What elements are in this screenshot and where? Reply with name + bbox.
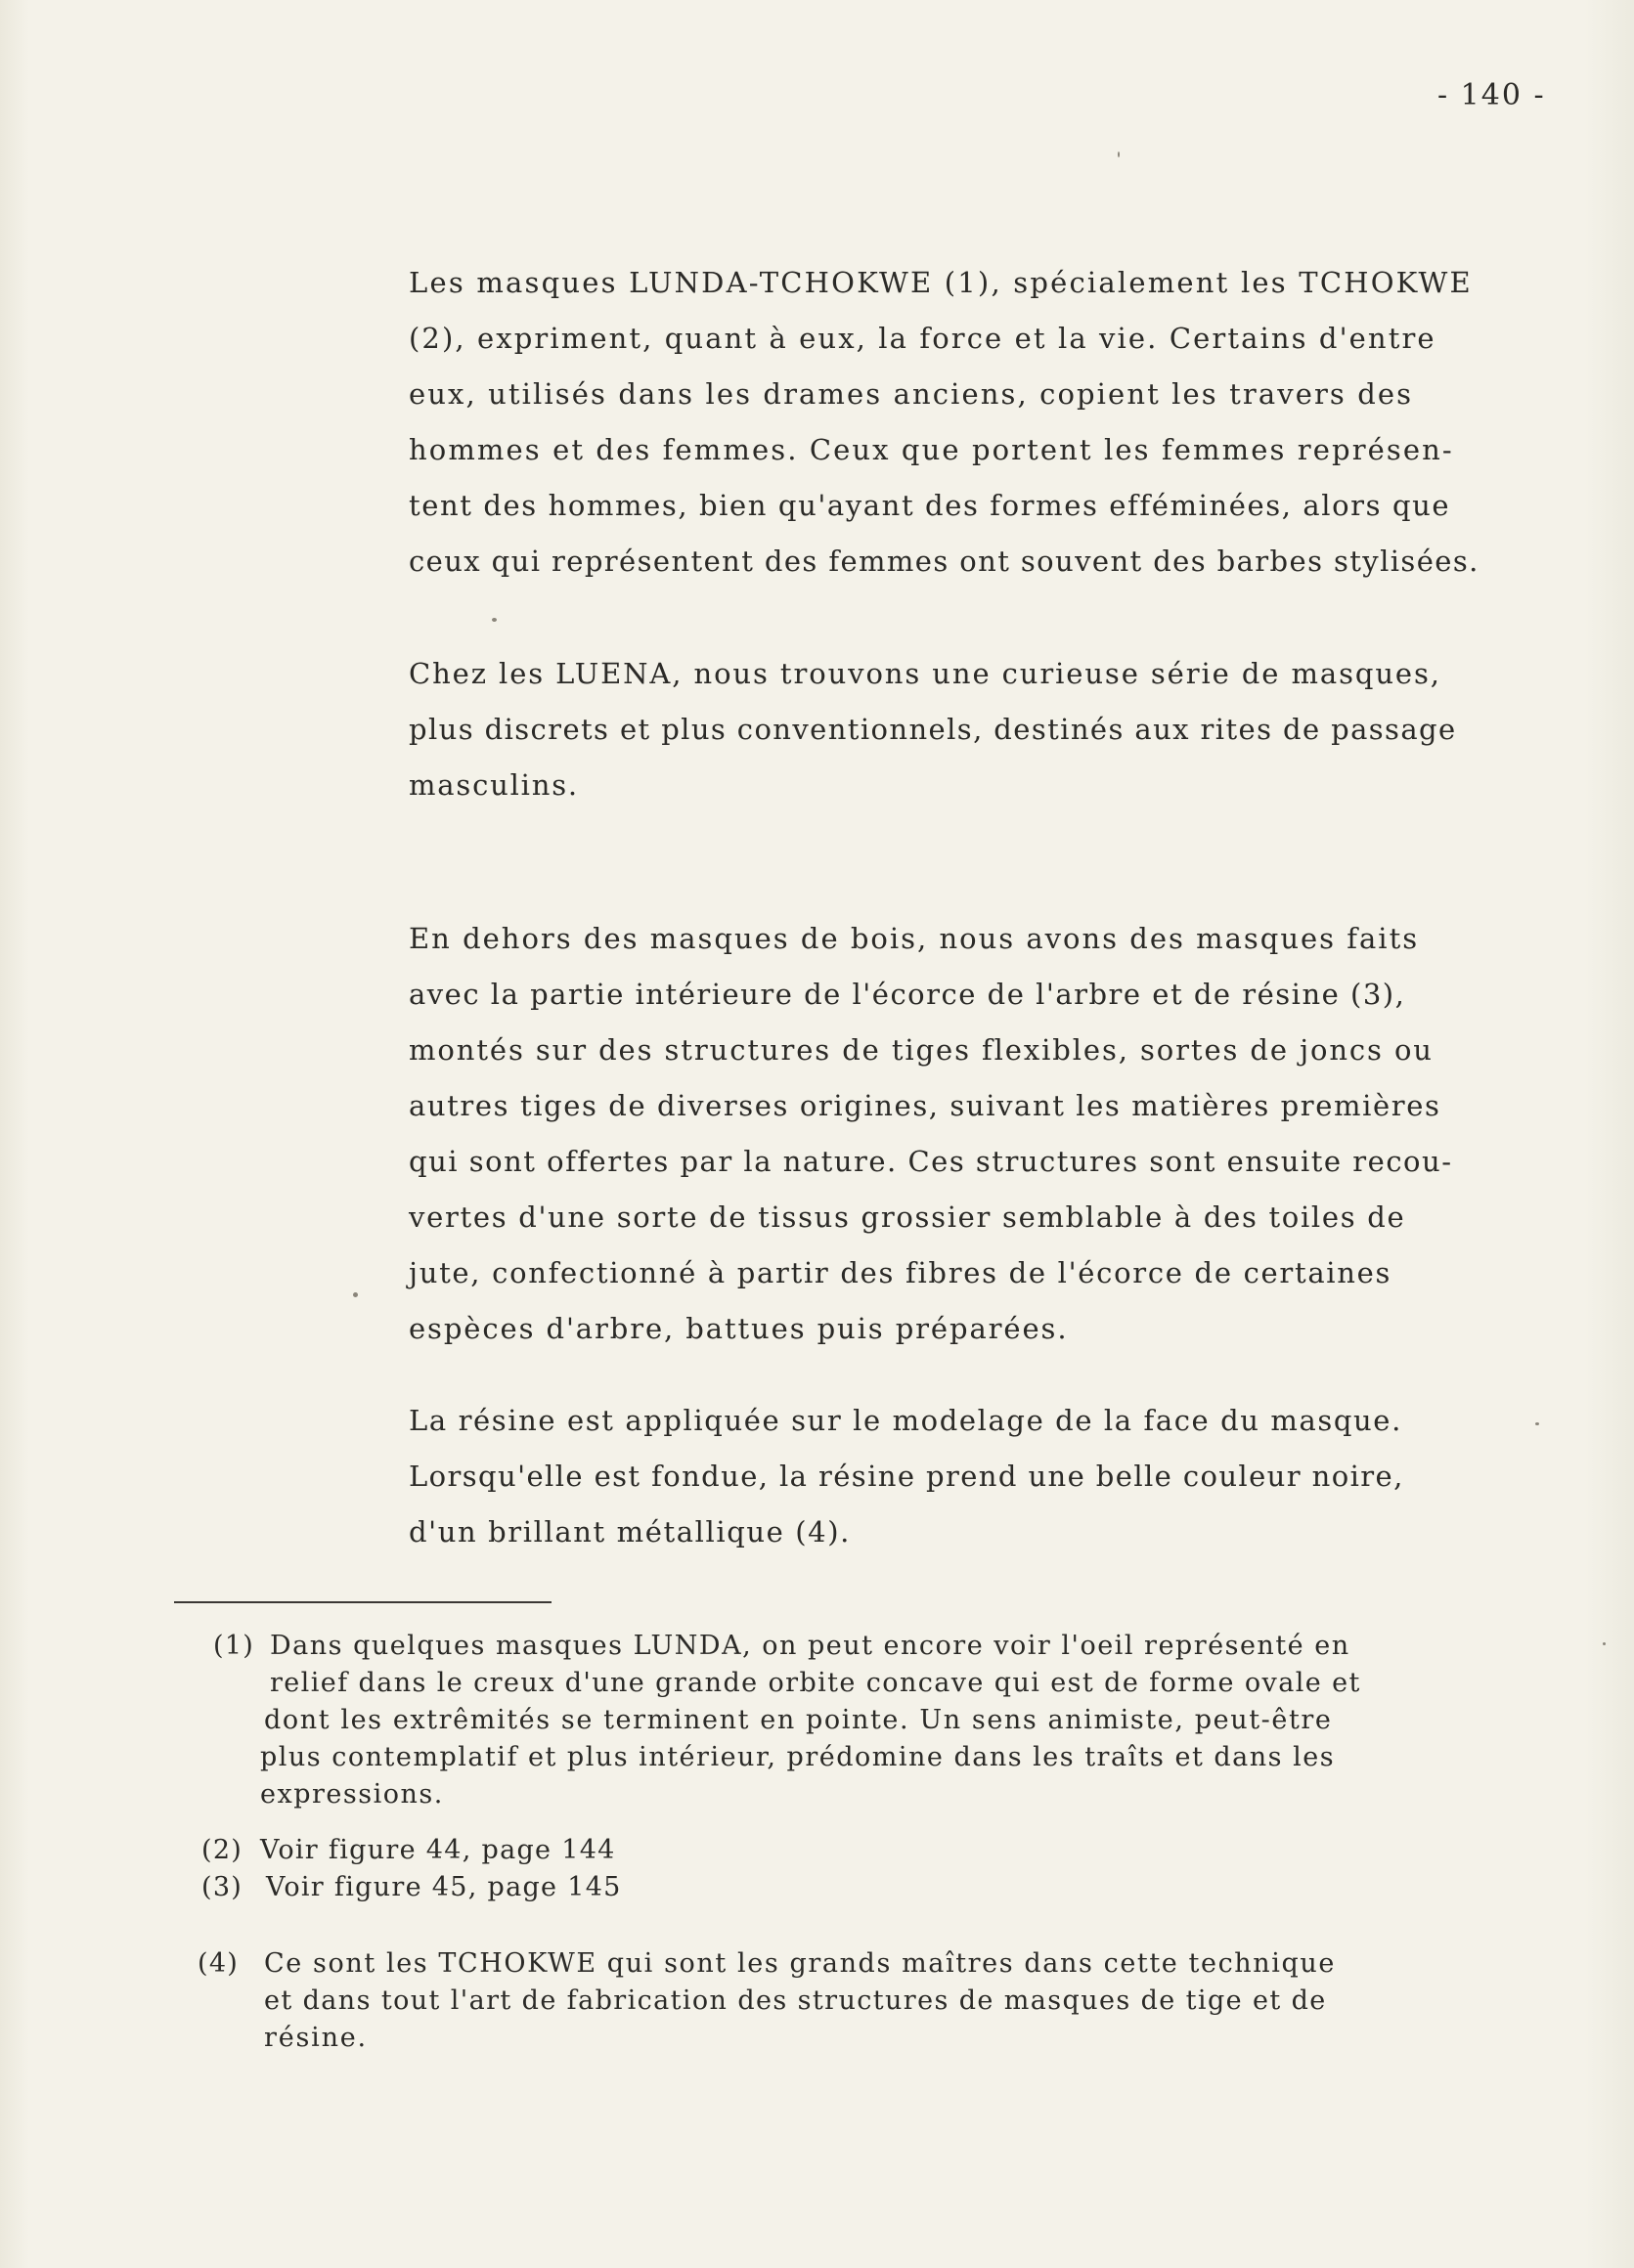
footnote-marker: (1): [213, 1631, 255, 1661]
footnote-text: [266, 1869, 622, 1906]
footnote-text: [264, 1945, 1336, 2057]
footnote-marker: (2): [201, 1835, 243, 1865]
footnote-line: Ce sont les TCHOKWE qui sont les grands maîtres dans cette technique: [264, 1948, 1336, 1979]
paper-speck: [353, 1292, 358, 1297]
paragraph-luena-masks: [409, 646, 1543, 813]
paragraph-line: espèces d'arbre, battues puis préparées.: [409, 1312, 1069, 1345]
footnote-line: et dans tout l'art de fabrication des structures de masques de tige et de: [264, 1985, 1327, 2016]
paper-speck: [1603, 1642, 1606, 1645]
footnote-line: Voir figure 45, page 145: [266, 1872, 622, 1902]
paragraph-line: eux, utilisés dans les drames anciens, copient les travers des: [409, 377, 1414, 411]
paragraph-line: Les masques LUNDA-TCHOKWE (1), spécialement les TCHOKWE: [409, 266, 1473, 299]
paragraph-line: (2), expriment, quant à eux, la force et la vie. Certains d'entre: [409, 322, 1436, 355]
paper-speck: [1118, 152, 1120, 157]
paragraph-line: ceux qui représentent des femmes ont souvent des barbes stylisées.: [409, 545, 1479, 578]
paragraph-line: En dehors des masques de bois, nous avons des masques faits: [409, 922, 1420, 955]
paragraph-line: plus discrets et plus conventionnels, destinés aux rites de passage: [409, 713, 1457, 746]
footnote-line: résine.: [264, 2023, 368, 2053]
footnote-line: plus contemplatif et plus intérieur, prédomine dans les traîts et dans les: [260, 1742, 1336, 1772]
paragraph-line: autres tiges de diverses origines, suivant les matières premières: [409, 1089, 1441, 1122]
paper-speck: [492, 618, 497, 622]
paragraph-lunda-tchokwe-masks: [409, 255, 1543, 589]
paragraph-resin-application: [409, 1393, 1543, 1560]
footnote-line: dont les extrêmités se terminent en pointe. Un sens animiste, peut-être: [264, 1705, 1333, 1735]
footnote-line: Voir figure 44, page 144: [260, 1835, 616, 1865]
paragraph-bark-resin-masks: [409, 911, 1543, 1357]
paragraph-line: masculins.: [409, 768, 579, 802]
footnote-line: Dans quelques masques LUNDA, on peut encore voir l'oeil représenté en: [270, 1631, 1350, 1661]
footnote-separator: [174, 1601, 552, 1603]
footnote-marker: (3): [201, 1872, 243, 1902]
paragraph-line: jute, confectionné à partir des fibres de l'écorce de certaines: [409, 1256, 1392, 1289]
paragraph-line: Chez les LUENA, nous trouvons une curieuse série de masques,: [409, 657, 1441, 690]
footnote-text: [260, 1832, 616, 1869]
paragraph-line: tent des hommes, bien qu'ayant des formes efféminées, alors que: [409, 489, 1451, 522]
paragraph-line: montés sur des structures de tiges flexibles, sortes de joncs ou: [409, 1033, 1434, 1067]
paragraph-line: vertes d'une sorte de tissus grossier semblable à des toiles de: [409, 1200, 1406, 1234]
footnote-line: relief dans le creux d'une grande orbite concave qui est de forme ovale et: [270, 1668, 1361, 1698]
paper-speck: [1535, 1422, 1539, 1425]
footnote-marker: (4): [198, 1948, 240, 1979]
paragraph-line: Lorsqu'elle est fondue, la résine prend une belle couleur noire,: [409, 1460, 1404, 1493]
paragraph-line: hommes et des femmes. Ceux que portent les femmes représen-: [409, 433, 1454, 466]
footnote-text: [260, 1628, 1361, 1813]
footnote-line: expressions.: [260, 1779, 444, 1810]
paragraph-line: La résine est appliquée sur le modelage de la face du masque.: [409, 1404, 1402, 1437]
page-number: - 140 -: [1437, 78, 1546, 112]
paragraph-line: d'un brillant métallique (4).: [409, 1515, 851, 1548]
paragraph-line: avec la partie intérieure de l'écorce de l'arbre et de résine (3),: [409, 978, 1406, 1011]
paragraph-line: qui sont offertes par la nature. Ces structures sont ensuite recou-: [409, 1145, 1453, 1178]
